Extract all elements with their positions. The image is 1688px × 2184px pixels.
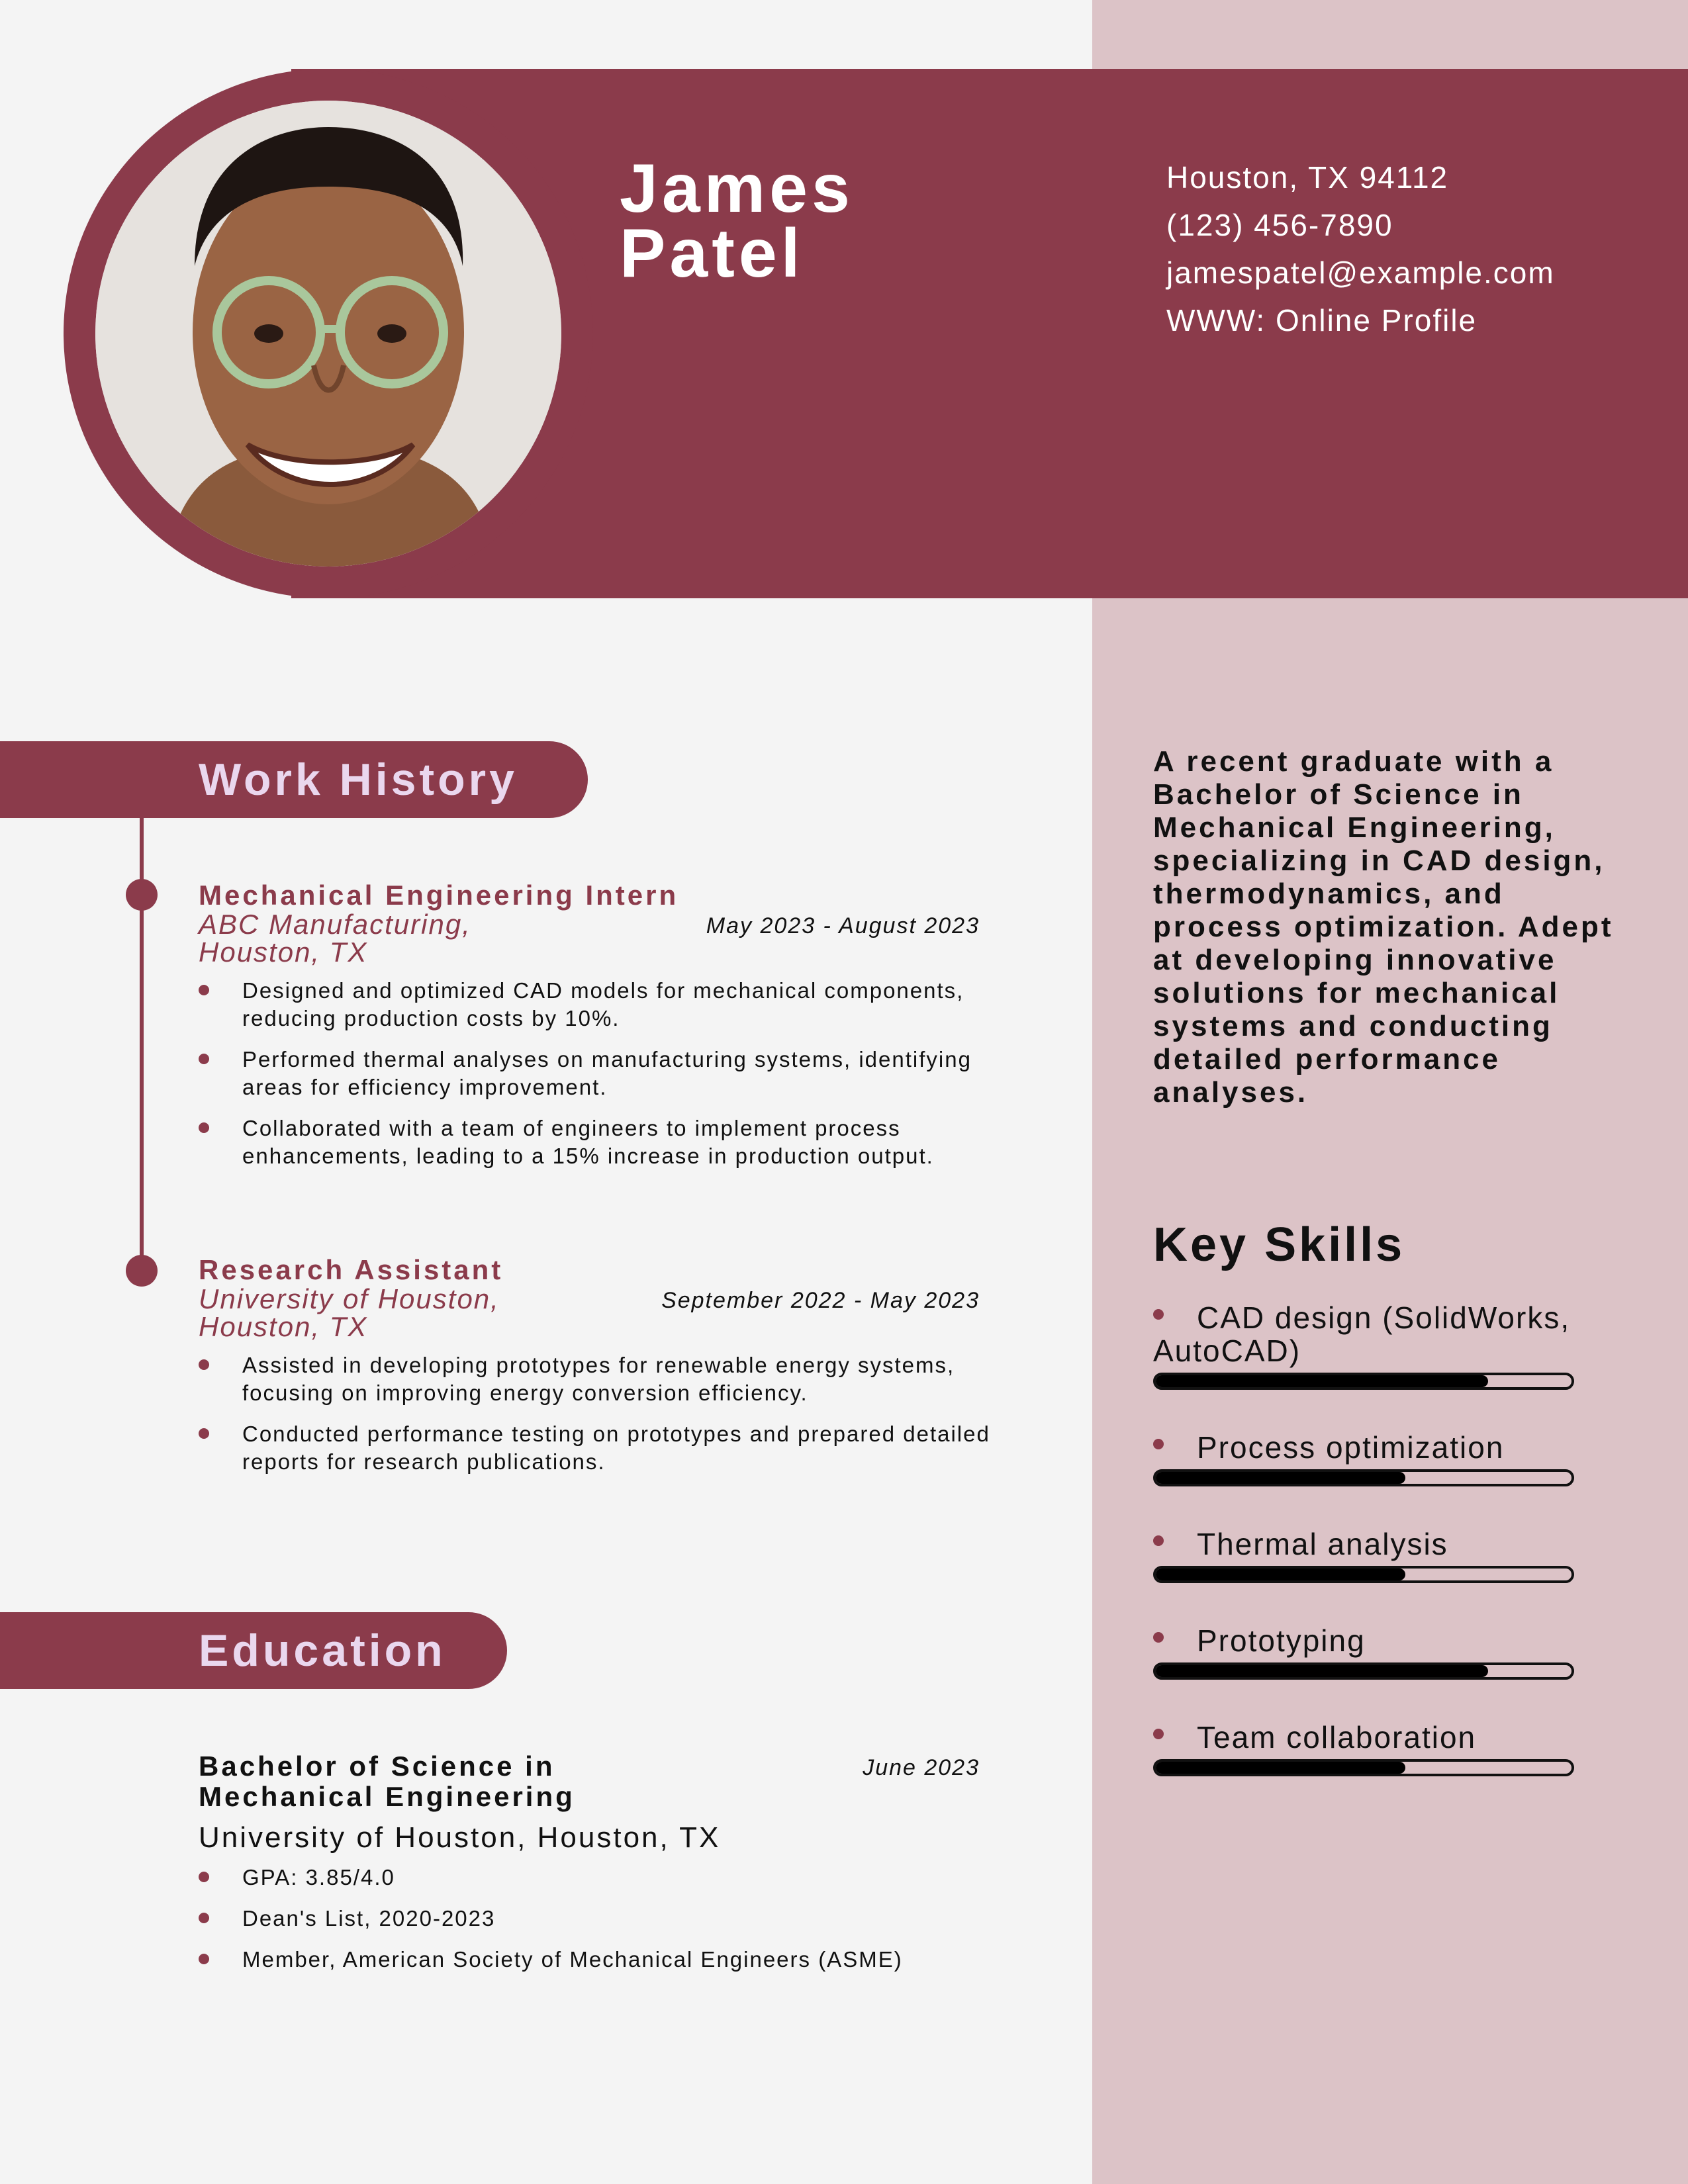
work-history-heading: Work History [0,741,588,818]
candidate-name [620,150,854,292]
job-dates: May 2023 - August 2023 [706,913,980,938]
contact-email[interactable]: jamespatel@example.com [1166,255,1555,290]
job-bullets [199,1351,993,1476]
skill-level-bar [1153,1759,1574,1776]
skill-item [1153,1431,1577,1486]
list-item [199,1351,993,1407]
contact-info [1166,154,1555,344]
education-heading: Education [0,1612,507,1689]
job-entry [199,880,980,966]
skill-level-bar [1153,1373,1574,1390]
bullet-icon [199,1122,209,1133]
degree-line: Mechanical Engineering [199,1781,575,1812]
skill-name: Team collaboration [1197,1720,1477,1754]
contact-address: Houston, TX 94112 [1166,160,1449,195]
skill-level-bar [1153,1662,1574,1680]
bullet-text: Collaborated with a team of engineers to implement process enhancements, leading to a 15% increase in production output. [242,1116,934,1168]
skill-level-fill [1156,1762,1405,1774]
list-item [199,977,993,1032]
bullet-text: GPA: 3.85/4.0 [242,1865,395,1889]
bullet-icon [1153,1439,1164,1449]
bullet-text: Performed thermal analyses on manufacturing systems, identifying areas for efficiency improvement. [242,1047,972,1099]
skill-level-bar [1153,1469,1574,1486]
bullet-text: Dean's List, 2020-2023 [242,1906,496,1931]
first-name: James [620,150,854,227]
skill-label [1153,1431,1577,1464]
skill-level-fill [1156,1375,1488,1387]
bullet-icon [1153,1535,1164,1546]
key-skills-heading: Key Skills [1153,1218,1405,1271]
portrait-photo-icon [95,101,561,567]
education-bullets [199,1864,993,1974]
skill-level-fill [1156,1472,1405,1484]
skill-item [1153,1527,1577,1583]
bullet-text: Assisted in developing prototypes for renewable energy systems, focusing on improving energy conversion efficiency. [242,1353,955,1405]
job-entry [199,1255,980,1341]
bullet-icon [1153,1632,1164,1643]
bullet-icon [1153,1309,1164,1320]
job-company: University of Houston, Houston, TX [199,1283,500,1342]
professional-summary: A recent graduate with a Bachelor of Science in Mechanical Engineering, specializing in CAD design, thermodynamics, and process optimization. Adept at developing innovative solutions for mechanical systems and conducting detailed performance analyses. [1153,745,1614,1109]
skill-item [1153,1721,1577,1776]
bullet-icon [199,1913,209,1923]
contact-website[interactable]: WWW: Online Profile [1166,303,1477,338]
bullet-icon [199,1872,209,1882]
skill-label [1153,1527,1577,1561]
job-bullets [199,977,993,1170]
bullet-icon [199,1359,209,1370]
bullet-icon [199,985,209,995]
list-item [199,1864,993,1891]
list-item [199,1905,993,1933]
job-company: ABC Manufacturing, Houston, TX [199,909,471,968]
bullet-text: Member, American Society of Mechanical Engineers (ASME) [242,1947,903,1972]
list-item [199,1946,993,1974]
skill-name: Thermal analysis [1197,1527,1448,1561]
skill-item [1153,1301,1577,1390]
skill-level-fill [1156,1569,1405,1580]
profile-photo [95,101,561,567]
education-school: University of Houston, Houston, TX [199,1821,721,1854]
degree-line: Bachelor of Science in [199,1751,555,1782]
job-title: Research Assistant [199,1254,504,1285]
bullet-icon [199,1428,209,1439]
bullet-icon [1153,1729,1164,1739]
timeline-dot [126,1255,158,1287]
job-title: Mechanical Engineering Intern [199,880,679,911]
skill-level-fill [1156,1665,1488,1677]
bullet-icon [199,1954,209,1964]
timeline-dot [126,879,158,911]
degree-title [199,1751,575,1812]
bullet-text: Conducted performance testing on prototypes and prepared detailed reports for research publications. [242,1422,990,1474]
list-item [199,1420,993,1476]
skill-item [1153,1624,1577,1680]
skill-name: Process optimization [1197,1430,1505,1465]
skill-label [1153,1624,1577,1657]
skill-name: Prototyping [1197,1623,1366,1658]
list-item [199,1046,993,1101]
skill-label [1153,1721,1577,1754]
contact-phone[interactable]: (123) 456-7890 [1166,208,1393,242]
skill-label [1153,1301,1577,1367]
last-name: Patel [620,215,804,292]
bullet-icon [199,1054,209,1064]
skill-level-bar [1153,1566,1574,1583]
bullet-text: Designed and optimized CAD models for mechanical components, reducing production costs by 10%. [242,978,964,1030]
job-dates: September 2022 - May 2023 [661,1288,980,1313]
skill-name: CAD design (SolidWorks, AutoCAD) [1153,1300,1571,1368]
list-item [199,1115,993,1170]
education-date: June 2023 [863,1755,980,1780]
